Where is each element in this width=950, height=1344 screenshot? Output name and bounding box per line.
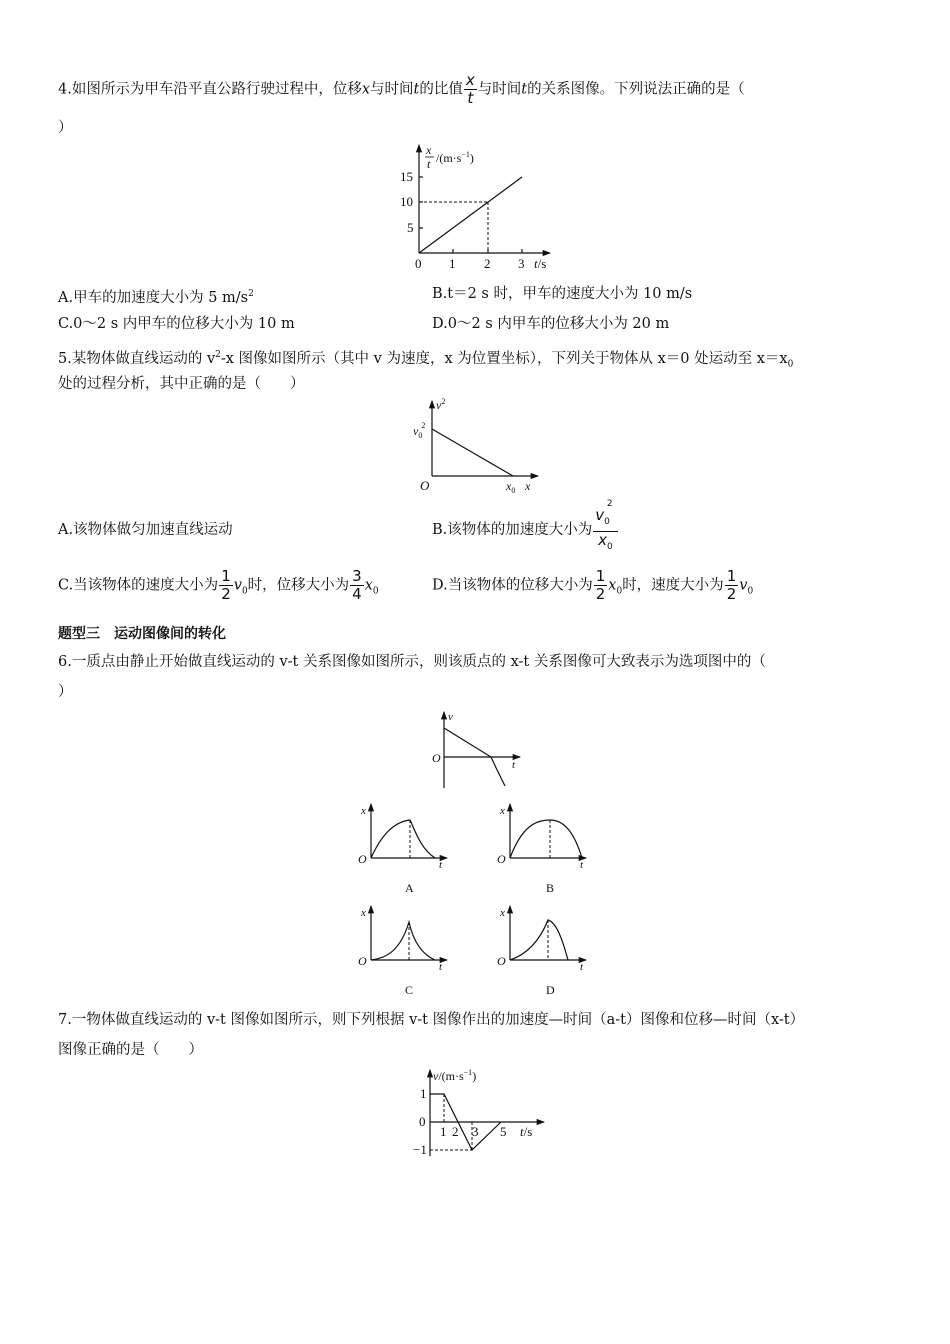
q4-ytick-10: 10: [400, 194, 413, 209]
q4-ytick-5: 5: [407, 220, 414, 235]
q6-option-a-graph[interactable]: [355, 800, 455, 900]
q4-option-d: D.0～2 s 内甲车的位移大小为 20 m: [432, 316, 670, 332]
q6-option-b-label: B: [546, 881, 555, 895]
q5-ylabel: $v^2$: [436, 397, 446, 412]
q6-stem: 6.一质点由静止开始做直线运动的 v-t 关系图像如图所示，则该质点的 x-t 关系图像可大致表示为选项图中的（: [58, 654, 766, 670]
q7-vt-graph: [410, 1064, 550, 1164]
svg-text:O: O: [358, 954, 367, 968]
svg-text:O: O: [497, 954, 506, 968]
q6-option-c-curve: [371, 922, 435, 960]
svg-text:x: x: [500, 907, 505, 919]
q7-ylabel: $v/(m\cdot s^{-1})$: [433, 1068, 477, 1083]
q4-option-b: B.t＝2 s 时，甲车的速度大小为 10 m/s: [432, 286, 693, 302]
q5-option-b: B.该物体的加速度大小为 $\frac{v_0^2}{x_0}$: [432, 504, 619, 556]
section3-title: 题型三 运动图像间的转化: [58, 626, 226, 642]
q4-xlabel: t/s: [534, 256, 547, 271]
svg-text:x: x: [500, 805, 505, 817]
q7-xlabel: t/s: [520, 1124, 533, 1139]
q7-xtick-3: 3: [472, 1124, 479, 1139]
q4-stem-part5: 的关系图像。下列说法正确的是（: [527, 81, 745, 98]
q4-line: [419, 177, 522, 253]
q5-stem: 5.某物体做直线运动的 $v^2-x$ 图像如图所示（其中 v 为速度，x 为位置坐标），下列关于物体从 x＝0 处运动至 $x=x_0$: [58, 350, 794, 370]
svg-text:t: t: [439, 961, 443, 973]
q4-xtick-0: 0: [415, 256, 422, 271]
q6-option-d-label: D: [546, 983, 555, 997]
q6-vt-graph: [428, 708, 524, 794]
q5-xlabel: x: [525, 479, 531, 493]
q6-option-c-label: C: [405, 983, 414, 997]
q7-xtick-1: 1: [440, 1124, 447, 1139]
q4-ylabel-den: t: [427, 157, 431, 171]
svg-text:x: x: [361, 805, 366, 817]
q5-line: [432, 429, 513, 476]
q4-stem-part3: 的比值: [419, 81, 463, 98]
q4-ylabel-unit: $/(m\cdot s^{-1})$: [436, 150, 474, 165]
svg-text:O: O: [497, 852, 506, 866]
q4-stem-part1: 4.如图所示为甲车沿平直公路行驶过程中，位移: [58, 81, 362, 98]
q5-ymark-v0sq: $v_02$: [413, 421, 426, 440]
q6-option-b-curve: [510, 820, 582, 858]
q4-stem: [58, 72, 745, 107]
q7-ytick-neg1: −1: [413, 1142, 427, 1157]
q5-option-a: A.该物体做匀加速直线运动: [58, 522, 233, 538]
q4-stem-part4: 与时间: [477, 81, 522, 98]
q7-ytick-0: 0: [419, 1114, 426, 1129]
q6-vt-xlabel: t: [512, 759, 516, 771]
q7-xtick-2: 2: [452, 1124, 459, 1139]
q4-option-c: C.0～2 s 内甲车的位移大小为 10 m: [58, 316, 295, 332]
q6-option-d-graph[interactable]: [494, 902, 594, 1002]
q4-stem-part2: 与时间: [370, 81, 414, 98]
q4-ylabel-num: x: [426, 143, 432, 157]
q6-option-d-curve: [510, 920, 568, 960]
svg-text:t: t: [580, 961, 584, 973]
svg-text:x: x: [361, 907, 366, 919]
q6-option-c-graph[interactable]: [355, 902, 455, 1002]
q4-xtick-2: 2: [484, 256, 491, 271]
q4-option-a: A.甲车的加速度大小为 5 $m/s^2$: [58, 289, 254, 306]
svg-text:O: O: [358, 852, 367, 866]
q6-vt-origin: O: [432, 751, 441, 765]
q7-stem-line2: 图像正确的是（ ）: [58, 1042, 203, 1058]
q4-graph: [400, 140, 570, 275]
q6-vt-ylabel: v: [448, 711, 453, 723]
q6-stem-close: ）: [58, 684, 73, 700]
q4-xtick-3: 3: [518, 256, 525, 271]
q4-xtick-1: 1: [449, 256, 456, 271]
svg-text:t: t: [580, 859, 584, 871]
q6-option-a-curve: [371, 820, 435, 858]
q6-option-a-label: A: [405, 881, 414, 895]
q7-ytick-1: 1: [420, 1086, 427, 1101]
q4-ytick-15: 15: [400, 169, 413, 184]
q4-stem-close: ）: [58, 120, 73, 136]
q7-xtick-5: 5: [500, 1124, 507, 1139]
q7-stem-line1: 7.一物体做直线运动的 v-t 图像如图所示，则下列根据 v-t 图像作出的加速度—时间（a-t）图像和位移—时间（x-t）: [58, 1012, 805, 1028]
q6-option-b-graph[interactable]: [494, 800, 594, 900]
q4-ratio-fraction: $\frac{x}{t}$: [465, 71, 475, 107]
svg-text:t: t: [439, 859, 443, 871]
q5-xmark-x0: $x_0$: [506, 479, 516, 495]
q5-graph: [410, 395, 540, 495]
q5-origin: O: [420, 478, 430, 493]
q5-option-d: D.当该物体的位移大小为 $\frac{1}{2}$ $x_0$时，速度大小为 $\frac{1}{2}$ $v_0$: [432, 567, 754, 603]
q5-stem-line2: 处的过程分析，其中正确的是（ ）: [58, 376, 305, 392]
q5-option-b-fraction: $\frac{v_0^2}{x_0}$: [593, 504, 617, 556]
q4-var-x: x: [361, 81, 371, 98]
q4-var-t-2: t: [521, 81, 528, 98]
q4-var-t: t: [413, 81, 420, 98]
q5-option-c: C.当该物体的速度大小为 $\frac{1}{2}$ $v_0$时，位移大小为 $\frac{3}{4}$ $x_0$: [58, 567, 379, 603]
